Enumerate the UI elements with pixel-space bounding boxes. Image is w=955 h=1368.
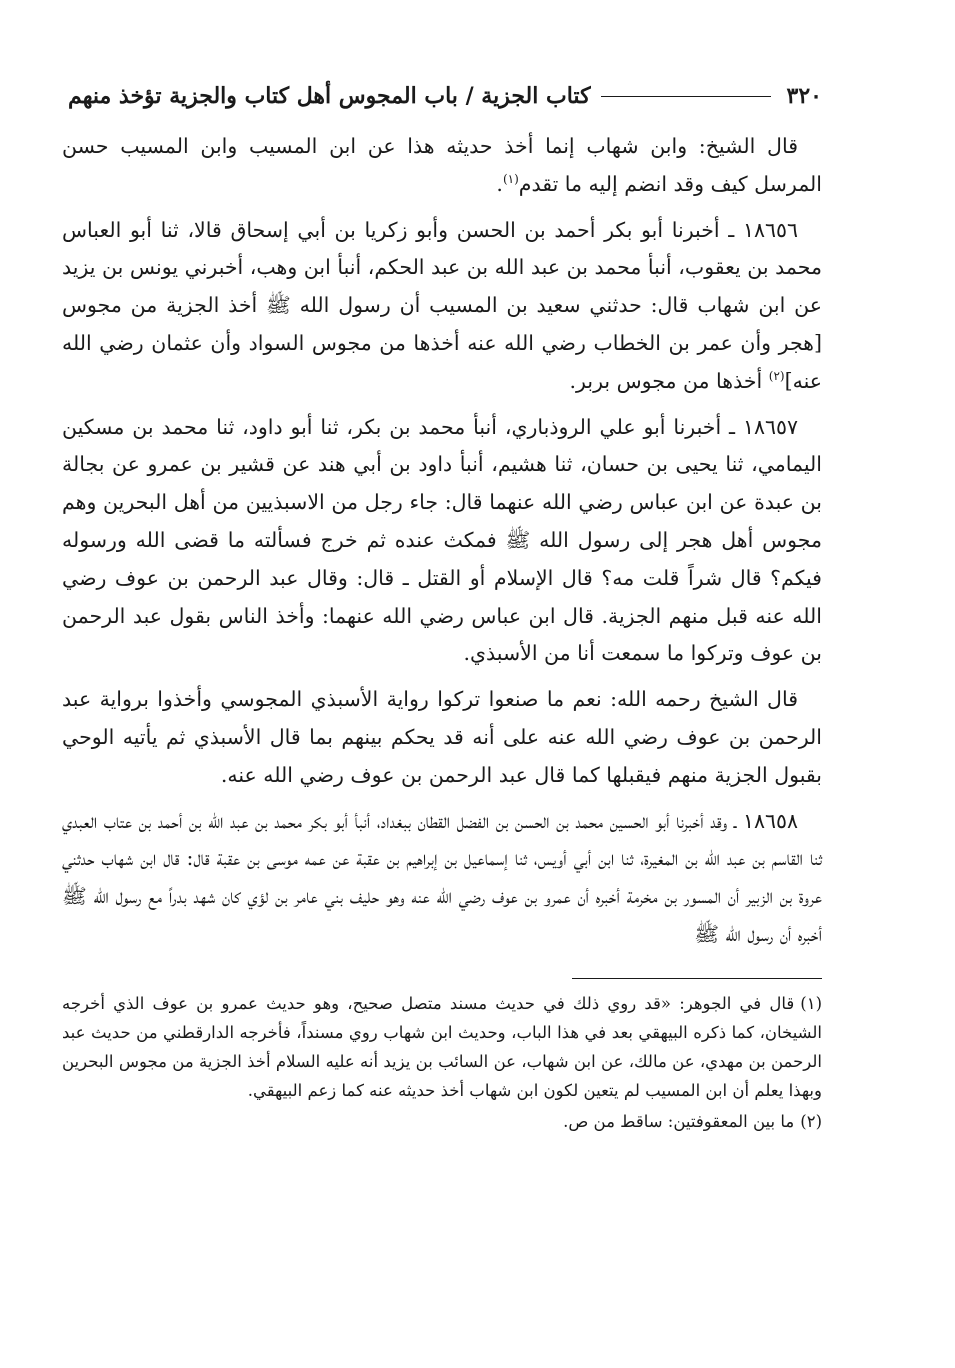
footnote-text: قال في الجوهر: «قد روي ذلك في حديث مسند متصل صحيح، وهو حديث عمرو بن عوف الذي أخرجه الشيخان، كما ذكره البيهقي بعد في هذا الباب، وحديث ابن شهاب روي مسنداً، فأخرجه الدارقطني من حديث عبد الرحمن بن مهدي، عن مالك، عن ابن شهاب، عن السائب بن يزيد أنه عليه السلام أخذ الجزية من مجوس البحرين وبهذا يعلم أن ابن المسيب لم يتعين لكون ابن شهاب أخذ حديثه عنه كما زعم البيهقي. bbox=[62, 993, 822, 1100]
footnote-divider bbox=[572, 978, 822, 979]
header-rule bbox=[601, 96, 771, 97]
footnote-label: (١) bbox=[800, 993, 822, 1013]
paragraph: ١٨٦٥٧ ـ أخبرنا أبو علي الروذباري، أنبأ محمد بن بكر، ثنا أبو داود، ثنا محمد بن مسكين اليمامي، ثنا يحيى بن حسان، ثنا هشيم، أنبأ داود بن أبي هند عن قشير بن عمرو عن بجالة بن عبدة عن ابن عباس رضي الله عنهما قال: جاء رجل من الاسبذيين من أهل البحرين وهم مجوس أهل هجر إلى رسول الله ﷺ فمكث عنده ثم خرج فسألته ما قضى الله ورسوله فيكم؟ قال شراً قلت مه؟ قال الإسلام أو القتل ـ قال: وقال عبد الرحمن بن عوف رضي الله عنه قبل منهم الجزية. قال ابن عباس رضي الله عنهما: وأخذ الناس بقول عبد الرحمن بن عوف وتركوا ما سمعت أنا من الأسبذي. bbox=[62, 414, 822, 666]
running-title: كتاب الجزية / باب المجوس أهل كتاب والجزية تؤخذ منهم bbox=[68, 83, 591, 109]
footnote-label: (٢) bbox=[800, 1111, 822, 1131]
footnote-ref: (٢) bbox=[768, 368, 785, 383]
footnote bbox=[62, 989, 822, 1105]
page-number: ٣٢٠ bbox=[786, 83, 822, 109]
footnote bbox=[62, 1107, 822, 1136]
footnotes bbox=[62, 989, 822, 1136]
footnote-text: ما بين المعقوفتين: ساقط من ص. bbox=[563, 1111, 795, 1131]
paragraph: قال الشيخ: وابن شهاب إنما أخذ حديثه هذا عن ابن المسيب وابن المسيب حسن المرسل كيف وقد انضم إليه ما تقدم$^{(١)}$. bbox=[62, 134, 822, 196]
page-header bbox=[62, 78, 822, 114]
main-text bbox=[62, 128, 822, 954]
book-page bbox=[62, 78, 822, 1138]
paragraph: ١٨٦٥٨ ـ وقد أخبرنا أبو الحسين محمد بن الحسن بن الفضل القطان ببغداد، أنبأ أبو بكر محمد بن عبد الله بن أحمد بن عتاب العبدي ثنا القاسم بن عبد الله بن المغيرة، ثنا ابن أبي أويس، ثنا إسماعيل بن إبراهيم بن عقبة عن عمه موسى بن عقبة قال: قال ابن شهاب حدثني عروة بن الزبير أن المسور بن مخرمة أخبره أن عمرو بن عوف رضي الله عنه وهو حليف بني عامر بن لؤي كان شهد بدراً مع رسول الله ﷺ أخبره أن رسول الله ﷺ bbox=[62, 808, 822, 946]
footnote-ref: (١) bbox=[502, 171, 519, 186]
paragraph: ١٨٦٥٦ ـ أخبرنا أبو بكر أحمد بن الحسن وأبو زكريا بن أبي إسحاق قالا، ثنا أبو العباس محمد بن يعقوب، أنبأ محمد بن عبد الله بن عبد الحكم، أنبأ ابن وهب، أخبرني يونس بن يزيد عن ابن شهاب قال: حدثني سعيد بن المسيب أن رسول الله ﷺ أخذ الجزية من مجوس [هجر وأن عمر بن الخطاب رضي الله عنه أخذها من مجوس السواد وأن عثمان رضي الله عنه]$^{(٢)}$ أخذها من مجوس بربر. bbox=[62, 217, 822, 393]
paragraph: قال الشيخ رحمه الله: نعم ما صنعوا تركوا رواية الأسبذي المجوسي وأخذوا برواية عبد الرحمن بن عوف رضي الله عنه على أنه قد يحكم بينهم بما قال الأسبذي ثم يأتيه الوحي بقبول الجزية منهم فيقبلها كما قال عبد الرحمن بن عوف رضي الله عنه. bbox=[62, 687, 822, 787]
